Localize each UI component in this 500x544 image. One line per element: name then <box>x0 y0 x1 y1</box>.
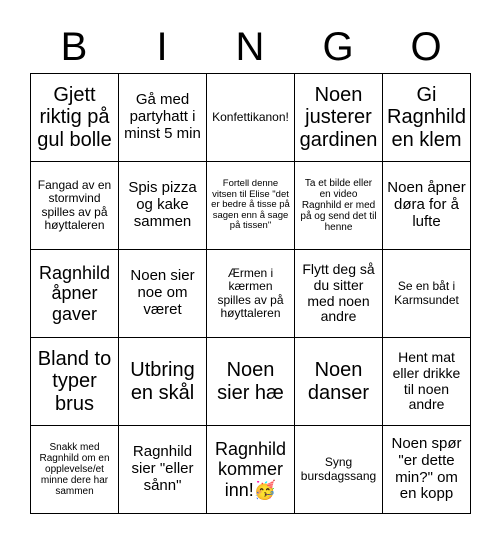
bingo-cell[interactable] <box>119 426 207 514</box>
bingo-cell[interactable] <box>207 74 295 162</box>
cell-text: Spis pizza og kake sammen <box>128 179 197 230</box>
bingo-cell[interactable] <box>207 250 295 338</box>
bingo-cell[interactable] <box>383 74 471 162</box>
bingo-cell[interactable] <box>207 426 295 514</box>
cell-text: Noen sier noe om været <box>130 267 195 318</box>
cell-text: Noen spør "er dette min?" om en kopp <box>391 434 462 503</box>
bingo-cell[interactable] <box>119 250 207 338</box>
cell-text: Fortell denne vitsen til Elise "det er bedre å tisse på sagen enn å sage på tissen" <box>211 177 290 232</box>
cell-text: Ragnhild åpner gaver <box>38 263 111 324</box>
cell-text: Konfettikanon! <box>212 109 289 124</box>
bingo-cell[interactable] <box>31 74 119 162</box>
header-letter-o: O <box>410 25 442 69</box>
header-letter-g: G <box>322 25 354 69</box>
cell-text: Utbring en skål <box>130 359 195 404</box>
cell-text: Fangad av en stormvind spilles av på høyttaleren <box>37 177 112 232</box>
cell-text: Noen justerer gardinen <box>299 83 378 151</box>
header-letter-b: B <box>60 25 88 69</box>
cell-text: Se en båt i Karmsundet <box>394 279 459 307</box>
cell-text: Ragnhild kommer inn!🥳 <box>214 439 287 500</box>
bingo-cell[interactable] <box>31 338 119 426</box>
cell-text: Gjett riktig på gul bolle <box>37 83 112 151</box>
cell-text: Gi Ragnhild en klem <box>387 83 466 151</box>
bingo-cell[interactable] <box>295 162 383 250</box>
header-letter-i: I <box>156 25 168 69</box>
cell-text: Bland to typer brus <box>37 347 112 415</box>
bingo-cell[interactable] <box>119 74 207 162</box>
bingo-cell[interactable] <box>119 338 207 426</box>
cell-text: Gå med partyhatt i minst 5 min <box>124 91 201 142</box>
bingo-cell[interactable] <box>31 162 119 250</box>
bingo-cell[interactable] <box>207 162 295 250</box>
cell-text: Noen sier hæ <box>217 359 284 404</box>
bingo-cell[interactable] <box>207 338 295 426</box>
bingo-cell[interactable] <box>295 426 383 514</box>
bingo-board <box>30 73 471 514</box>
cell-text: Ærmen i kærmen spilles av på høyttaleren <box>217 265 284 320</box>
bingo-cell[interactable] <box>31 250 119 338</box>
header-letter-n: N <box>235 25 265 69</box>
bingo-cell[interactable] <box>383 426 471 514</box>
cell-text: Syng bursdagssang <box>300 455 377 483</box>
cell-text: Noen åpner døra for å lufte <box>387 179 466 230</box>
cell-text: Noen danser <box>307 359 370 404</box>
cell-text: Flytt deg så du sitter med noen andre <box>302 261 375 325</box>
bingo-cell[interactable] <box>383 162 471 250</box>
bingo-cell[interactable] <box>383 338 471 426</box>
bingo-cell[interactable] <box>295 74 383 162</box>
cell-text: Ta et bilde eller en video Ragnhild er med på og send det til henne <box>300 177 377 234</box>
bingo-cell[interactable] <box>295 250 383 338</box>
cell-text: Snakk med Ragnhild om en opplevelse/et minne dere har sammen <box>39 441 110 498</box>
bingo-cell[interactable] <box>383 250 471 338</box>
bingo-cell[interactable] <box>119 162 207 250</box>
cell-text: Ragnhild sier "eller sånn" <box>131 443 194 494</box>
bingo-cell[interactable] <box>31 426 119 514</box>
bingo-cell[interactable] <box>295 338 383 426</box>
cell-text: Hent mat eller drikke til noen andre <box>392 349 461 413</box>
bingo-header <box>30 22 470 72</box>
